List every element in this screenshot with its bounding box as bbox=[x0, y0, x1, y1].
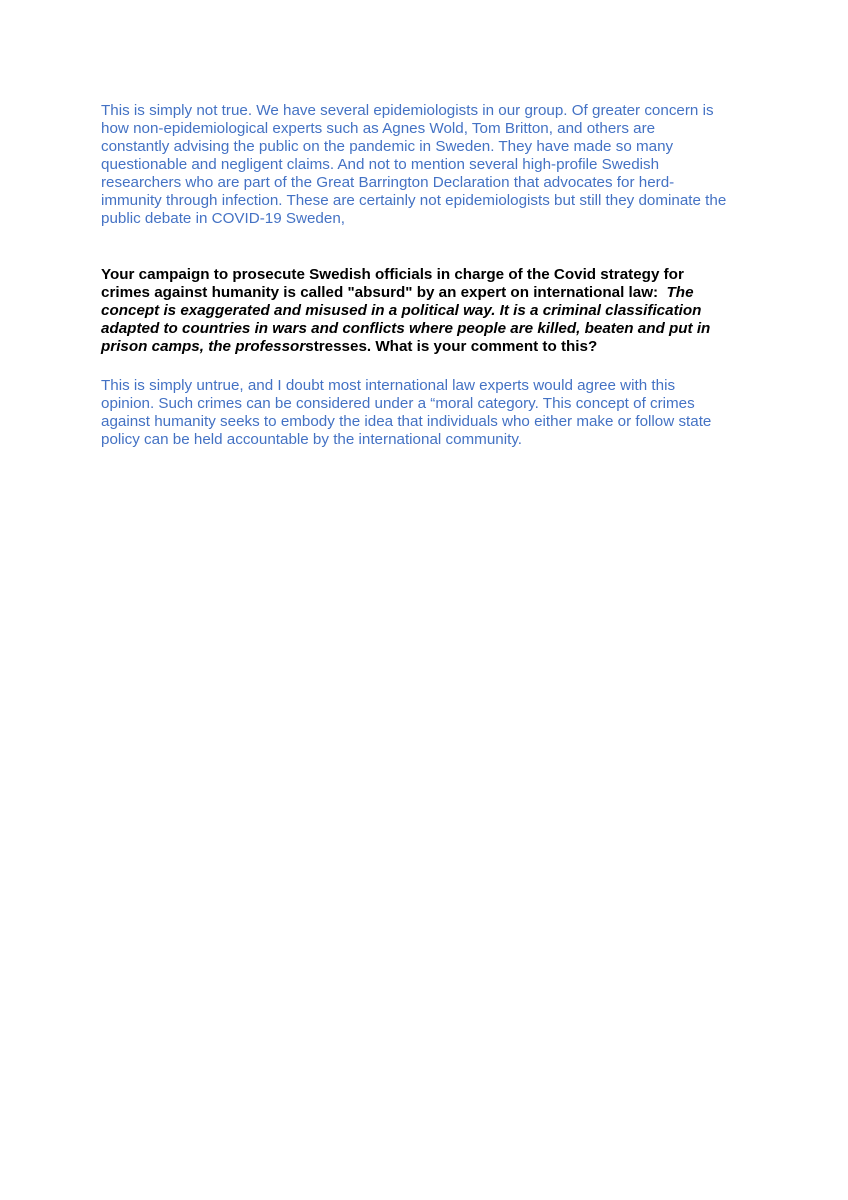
question-2-line-5 bbox=[101, 338, 761, 356]
answer-paragraph-2 bbox=[101, 377, 761, 449]
answer-2-line-1: This is simply untrue, and I doubt most international law experts would agree with this bbox=[101, 377, 676, 394]
question-2-line-3: concept is exaggerated and misused in a political way. It is a criminal classification bbox=[101, 302, 702, 319]
answer-1-line-3: constantly advising the public on the pandemic in Sweden. They have made so many bbox=[101, 138, 674, 155]
question-2-line-4: adapted to countries in wars and conflicts where people are killed, beaten and put in bbox=[101, 320, 711, 337]
answer-2-line-4: policy can be held accountable by the international community. bbox=[101, 431, 522, 448]
question-2-line-1: Your campaign to prosecute Swedish officials in charge of the Covid strategy for bbox=[101, 266, 684, 283]
question-2-line-2-italic: The bbox=[666, 284, 694, 301]
answer-1-line-7: public debate in COVID-19 Sweden, bbox=[101, 210, 345, 227]
question-paragraph-2 bbox=[101, 266, 761, 356]
answer-1-line-5: researchers who are part of the Great Barrington Declaration that advocates for herd- bbox=[101, 174, 675, 191]
answer-2-line-3: against humanity seeks to embody the idea that individuals who either make or follow state bbox=[101, 413, 712, 430]
question-2-line-5-italic: prison camps, the professor bbox=[101, 338, 306, 355]
answer-paragraph-1 bbox=[101, 102, 761, 228]
question-2-line-2 bbox=[101, 284, 761, 302]
answer-2-line-2: opinion. Such crimes can be considered under a “moral category. This concept of crimes bbox=[101, 395, 695, 412]
question-2-line-5-regular: stresses. What is your comment to this? bbox=[305, 338, 598, 355]
question-2-line-2-regular: crimes against humanity is called "absurd" by an expert on international law: bbox=[101, 284, 667, 301]
answer-1-line-6: immunity through infection. These are certainly not epidemiologists but still they dominate the bbox=[101, 192, 727, 209]
answer-1-line-1: This is simply not true. We have several epidemiologists in our group. Of greater concern is bbox=[101, 102, 714, 119]
answer-1-line-2: how non-epidemiological experts such as Agnes Wold, Tom Britton, and others are bbox=[101, 120, 656, 137]
answer-1-line-4: questionable and negligent claims. And not to mention several high-profile Swedish bbox=[101, 156, 660, 173]
